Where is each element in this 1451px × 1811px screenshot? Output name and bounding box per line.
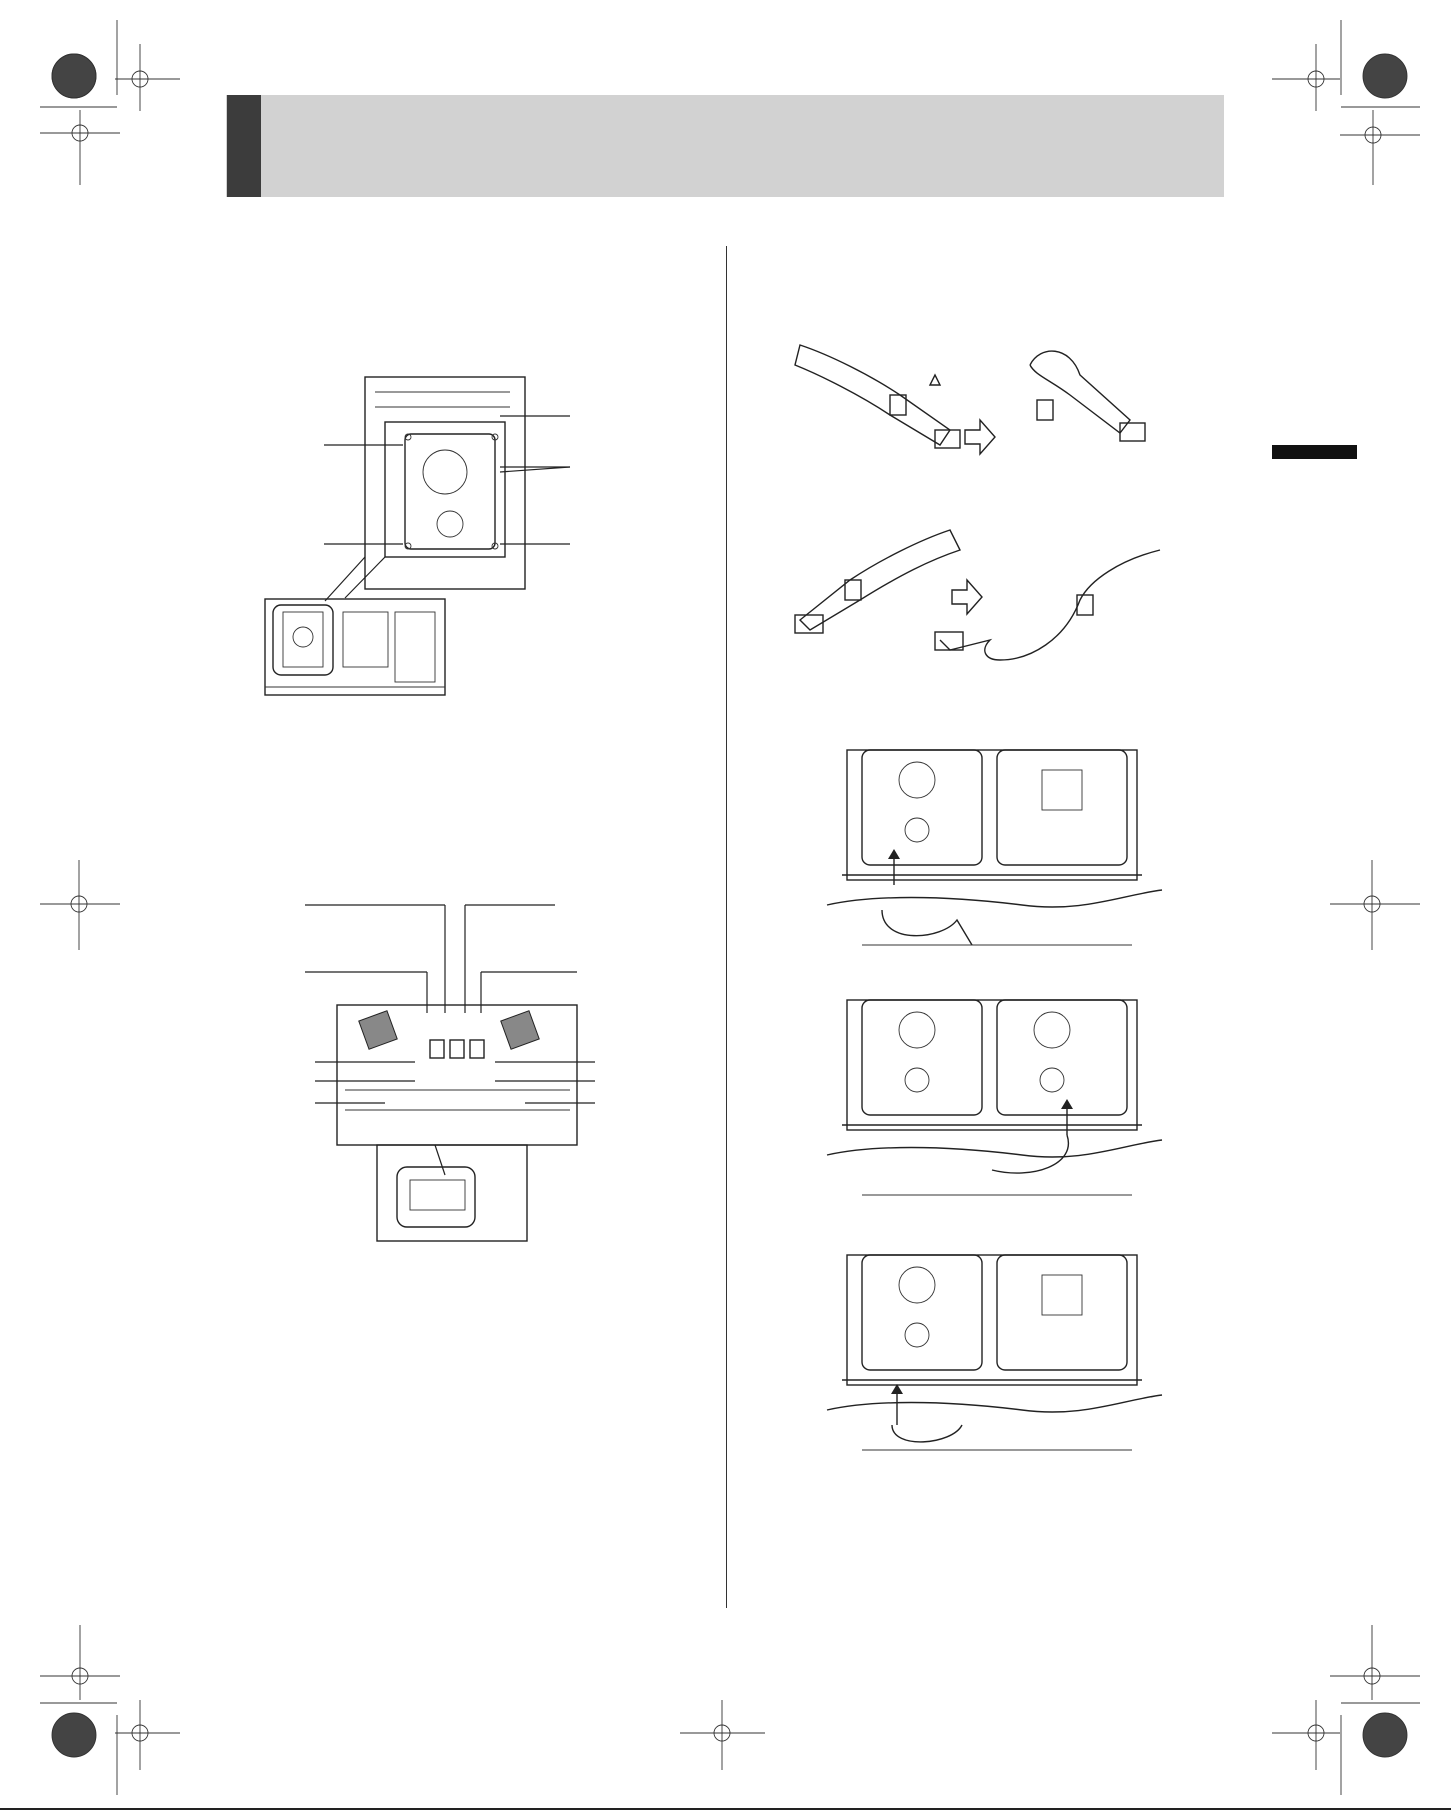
section-header-bar [226,95,1224,197]
cable-folding-illustration [790,520,1170,680]
hard-disk-drive-illustration [255,372,585,702]
hdd-cable-connection-illustration [822,995,1172,1195]
cable-folding-illustration [790,335,1170,485]
sata-connector-illustration [305,905,595,1245]
section-header-tab [227,95,261,197]
hdd-cable-connection-illustration [822,1250,1172,1450]
hdd-cable-connection-illustration [822,745,1172,945]
column-divider [726,246,727,1608]
page-bottom-rule [0,1808,1451,1810]
language-tab [1272,445,1357,459]
